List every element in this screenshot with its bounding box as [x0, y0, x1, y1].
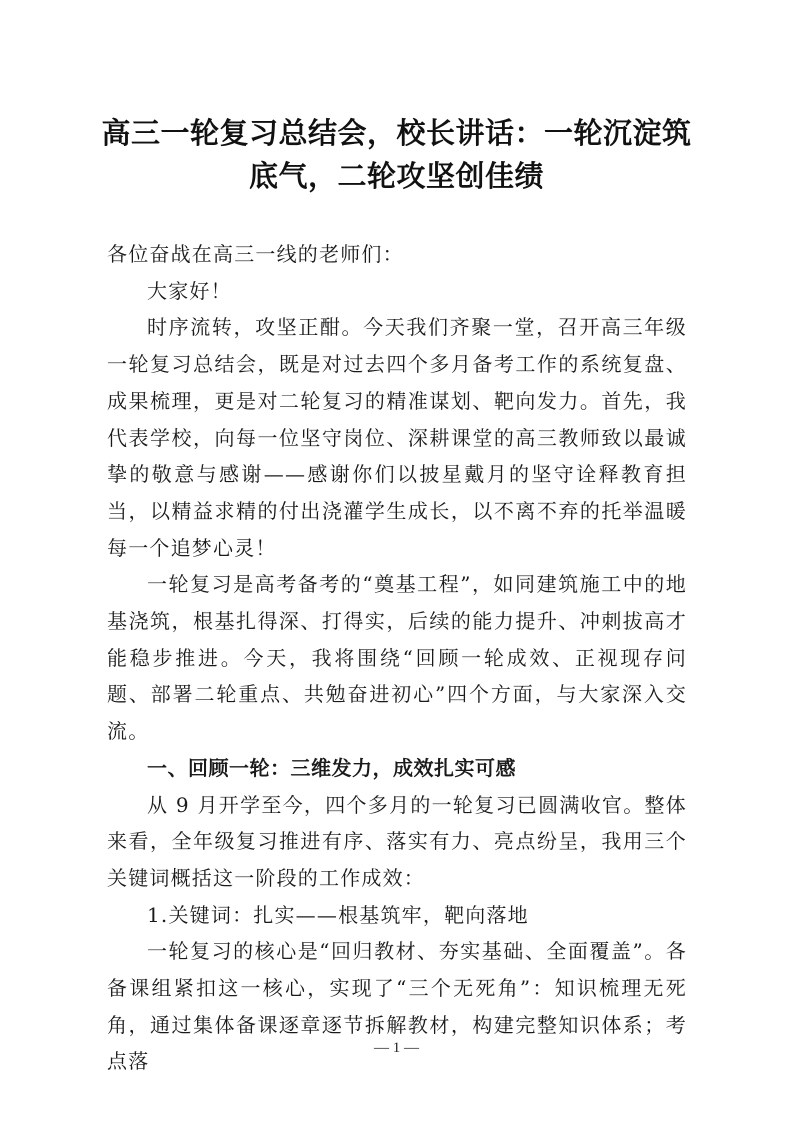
document-title: 高三一轮复习总结会，校长讲话：一轮沉淀筑底气，二轮攻坚创佳绩 — [101, 116, 692, 193]
body-paragraph: 一轮复习的核心是“回归教材、夯实基础、全面覆盖”。各备课组紧扣这一核心，实现了“三个无死角”：知识梳理无死角，通过集体备课逐章逐节拆解教材，构建完整知识体系；考点落 — [107, 939, 687, 1074]
section-heading: 一、回顾一轮：三维发力，成效扎实可感 — [147, 755, 516, 780]
body-paragraph: 时序流转，攻坚正酣。今天我们齐聚一堂，召开高三年级一轮复习总结会，既是对过去四个多月备考工作的系统复盘、成果梳理，更是对二轮复习的精准谋划、靶向发力。首先，我代表学校，向每一位坚守岗位、深耕课堂的高三教师致以最诚挚的敬意与感谢——感谢你们以披星戴月的坚守诠释教育担当，以精益求精的付出浇灌学生成长，以不离不弃的托举温暖每一个追梦心灵！ — [107, 315, 687, 560]
document-body — [107, 236, 687, 1080]
subheading-paragraph: 1.关键词：扎实——根基筑牢，靶向落地 — [147, 902, 529, 927]
page-number: — 1 — — [374, 1040, 419, 1056]
salutation: 各位奋战在高三一线的老师们： — [107, 242, 404, 266]
body-paragraph: 一轮复习是高考备考的“奠基工程”，如同建筑施工中的地基浇筑，根基扎得深、打得实，后续的能力提升、冲刺拔高才能稳步推进。今天，我将围绕“回顾一轮成效、正视现存问题、部署二轮重点、共勉奋进初心”四个方面，与大家深入交流。 — [107, 572, 687, 744]
body-paragraph: 从 9 月开学至今，四个多月的一轮复习已圆满收官。整体来看，全年级复习推进有序、落实有力、亮点纷呈，我用三个关键词概括这一阶段的工作成效： — [107, 792, 687, 890]
greeting-paragraph: 大家好！ — [147, 278, 232, 303]
